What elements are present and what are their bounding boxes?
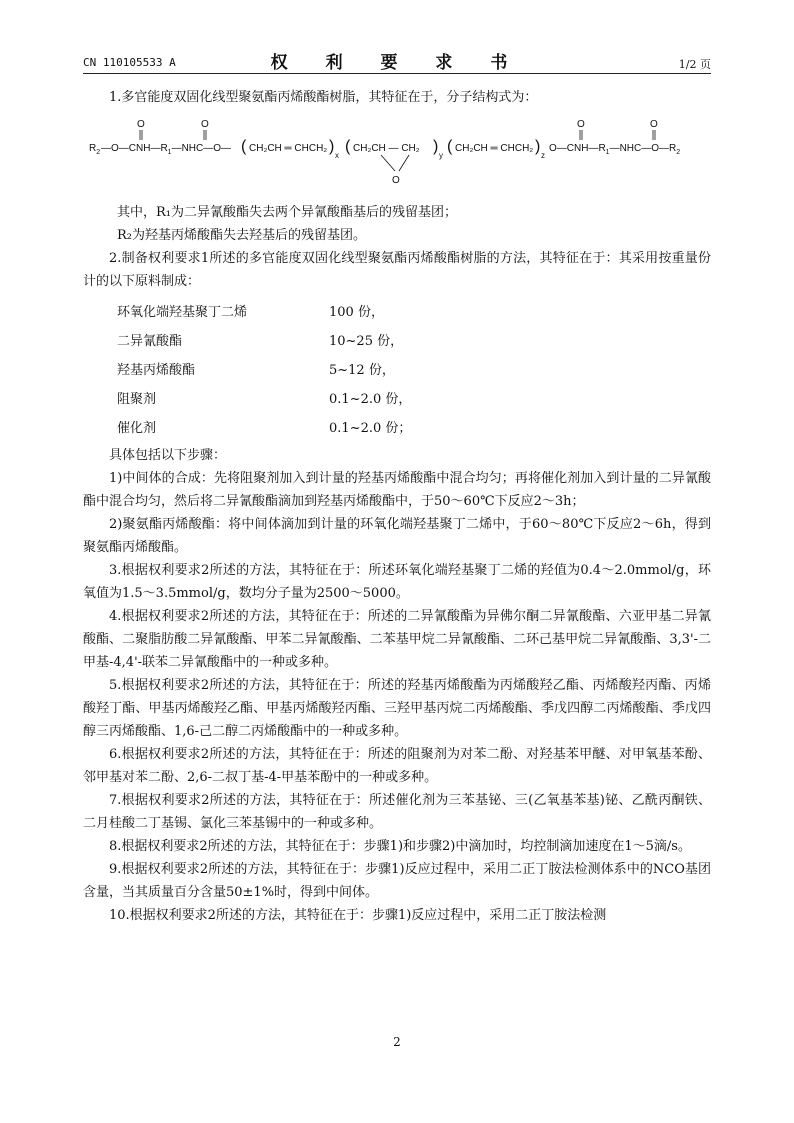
claim-2-step-2: 2)聚氨酯丙烯酸酯：将中间体滴加到计量的环氧化端羟基聚丁二烯中，于60～80℃下反应2～6h，得到聚氨酯丙烯酸酯。 [83, 517, 711, 555]
svg-text:): ) [433, 138, 439, 155]
svg-text:(: ( [345, 138, 351, 155]
svg-text:y: y [439, 151, 443, 160]
material-row: 二异氰酸酯 10~25 份， [117, 334, 404, 349]
svg-text:): ) [535, 138, 541, 155]
claim-1-r2: R₂为羟基丙烯酸酯失去羟基后的残留基团。 [117, 228, 366, 243]
header-divider [83, 73, 711, 74]
page-info: 1/2 页 [678, 58, 711, 71]
claim-4: 4.根据权利要求2所述的方法，其特征在于：所述的二异氰酸酯为异佛尔酮二异氰酸酯、六亚甲基二异氰酸酯、二聚脂肪酸二异氰酸酯、甲苯二异氰酸酯、二苯基甲烷二异氰酸酯、二环己基甲烷二异氰酸酯、3,3'-二甲基-4,4'-联苯二异氰酸酯中的一种或多种。 [83, 609, 711, 670]
structural-formula-drawing [83, 113, 711, 195]
svg-text:CH₂CH ═ CHCH₂: CH₂CH ═ CHCH₂ [455, 143, 534, 154]
svg-text:(: ( [241, 138, 247, 155]
materials-table [117, 296, 711, 441]
claim-1: 1.多官能度双固化线型聚氨酯丙烯酸酯树脂，其特征在于，分子结构式为： [109, 90, 538, 105]
svg-text:z: z [541, 151, 545, 160]
claim-5: 5.根据权利要求2所述的方法，其特征在于：所述的羟基丙烯酸酯为丙烯酸羟乙酯、丙烯酸羟丙酯、丙烯酸羟丁酯、甲基丙烯酸羟乙酯、甲基丙烯酸羟丙酯、三羟甲基丙烷二丙烯酸酯、季戊四醇二丙烯酸酯、季戊四醇三丙烯酸酯、1,6-己二醇二丙烯酸酯中的一种或多种。 [83, 678, 711, 739]
claims-body [83, 86, 711, 927]
page-number: 2 [393, 1035, 401, 1049]
structural-formula [83, 113, 711, 195]
document-number: CN 110105533 A [83, 56, 176, 69]
r2-left: R [89, 143, 97, 154]
svg-text:O—CNH—R1—NHC—O—R2: $O—CNH—R_1—NHC—O—R_2$ [549, 143, 681, 156]
claim-10: 10.根据权利要求2所述的方法，其特征在于：步骤1)反应过程中，采用二正丁胺法检测 [109, 908, 607, 923]
svg-text:O: O [392, 175, 400, 186]
svg-text:—O—CNH—R1—NHC—O—: $—O—CNH—R_1—NHC—O—$ [101, 143, 232, 156]
claim-2: 2.制备权利要求1所述的多官能度双固化线型聚氨酯丙烯酸酯树脂的方法，其特征在于：其采用按重量份计的以下原料制成： [83, 251, 711, 289]
svg-text:x: x [335, 151, 339, 160]
claim-8: 8.根据权利要求2所述的方法，其特征在于：步骤1)和步骤2)中滴加时，均控制滴加速度在1～5滴/s。 [109, 839, 691, 854]
svg-text:CH₂CH ═ CHCH₂: CH₂CH ═ CHCH₂ [249, 143, 328, 154]
page-title: 权 利 要 求 书 [270, 53, 524, 73]
svg-text:O: O [577, 119, 585, 130]
svg-text:(: ( [447, 138, 453, 155]
svg-text:O: O [137, 119, 145, 130]
svg-text:): ) [329, 138, 335, 155]
material-row: 催化剂 0.1~2.0 份； [117, 421, 412, 436]
claim-3: 3.根据权利要求2所述的方法，其特征在于：所述环氧化端羟基聚丁二烯的羟值为0.4～2.0mmol/g，环氧值为1.5～3.5mmol/g，数均分子量为2500～5000。 [83, 563, 711, 601]
svg-text:R2: $R_2$ [89, 143, 101, 156]
claim-2-steps-intro: 具体包括以下步骤： [109, 448, 227, 463]
claim-7: 7.根据权利要求2所述的方法，其特征在于：所述催化剂为三苯基铋、三(乙氧基苯基)铋、乙酰丙酮铁、二月桂酸二丁基锡、氯化三苯基锡中的一种或多种。 [83, 793, 711, 831]
material-row: 阻聚剂 0.1~2.0 份， [117, 392, 412, 407]
svg-text:O: O [650, 119, 658, 130]
claim-1-r1: 其中，R₁为二异氰酸酯失去两个异氰酸酯基后的残留基团； [117, 205, 457, 220]
material-row: 环氧化端羟基聚丁二烯 100 份， [117, 305, 384, 320]
claim-9: 9.根据权利要求2所述的方法，其特征在于：步骤1)反应过程中，采用二正丁胺法检测体系中的NCO基团含量，当其质量百分含量50±1%时，得到中间体。 [83, 862, 711, 900]
claim-2-step-1: 1)中间体的合成：先将阻聚剂加入到计量的羟基丙烯酸酯中混合均匀；再将催化剂加入到计量的二异氰酸酯中混合均匀，然后将二异氰酸酯滴加到羟基丙烯酸酯中，于50～60℃下反应2～3h； [83, 471, 711, 509]
page-header [83, 48, 711, 72]
claim-6: 6.根据权利要求2所述的方法，其特征在于：所述的阻聚剂为对苯二酚、对羟基苯甲醚、对甲氧基苯酚、邻甲基对苯二酚、2,6-二叔丁基-4-甲基苯酚中的一种或多种。 [83, 747, 711, 785]
material-row: 羟基丙烯酸酯 5~12 份， [117, 363, 395, 378]
svg-text:CH₂CH — CH₂: CH₂CH — CH₂ [353, 143, 420, 154]
svg-text:O: O [201, 119, 209, 130]
